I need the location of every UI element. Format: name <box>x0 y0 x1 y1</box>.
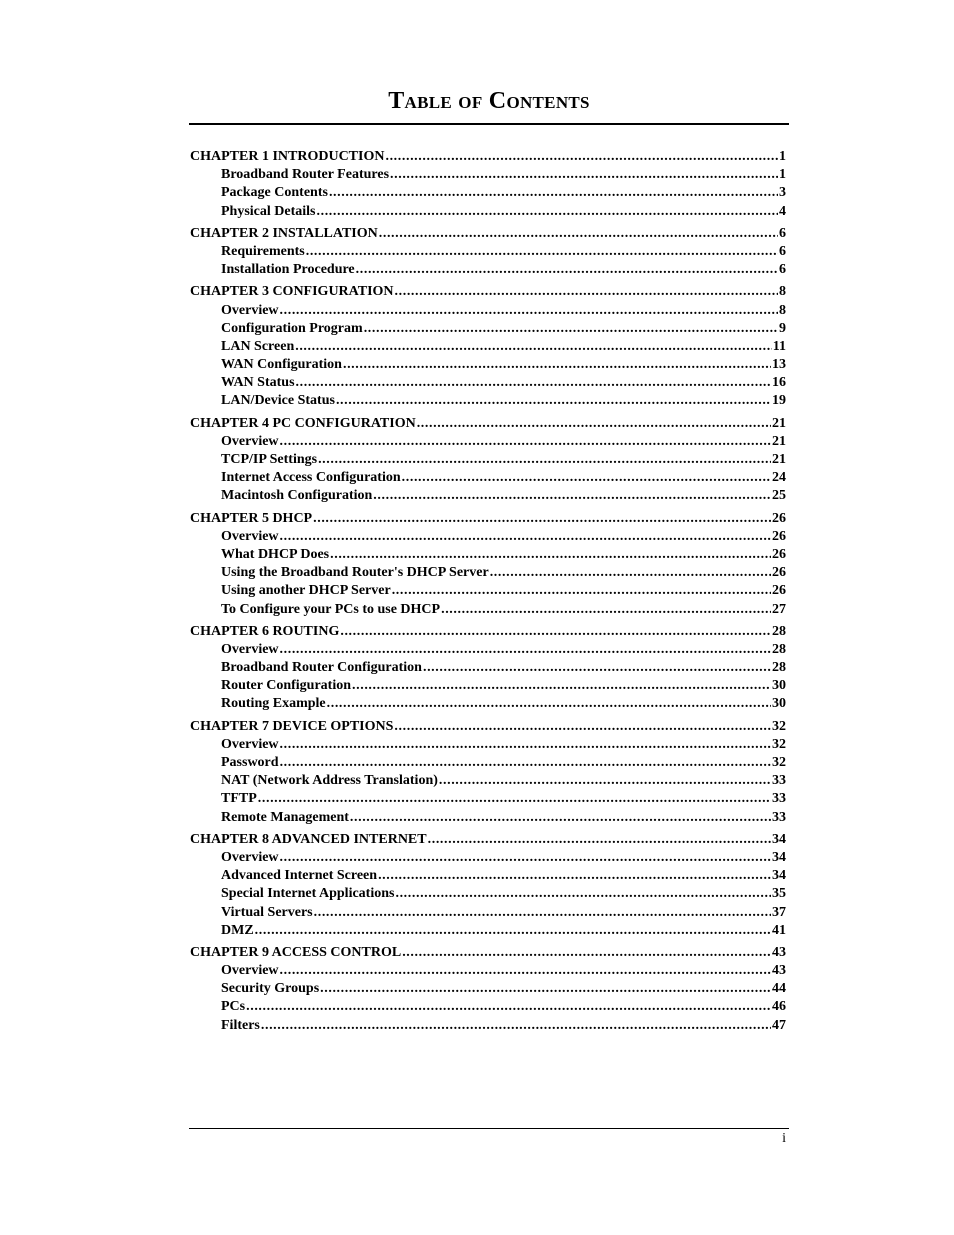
dot-leader <box>280 962 771 980</box>
toc-section-label: WAN Configuration <box>221 357 342 373</box>
toc-page-number: 8 <box>779 284 786 300</box>
dot-leader <box>330 546 771 564</box>
toc-section-entry[interactable] <box>190 736 786 754</box>
toc-section-entry[interactable] <box>190 203 786 221</box>
toc-section-label: Overview <box>221 433 279 449</box>
toc-section-label: TCP/IP Settings <box>221 452 318 467</box>
toc-chapter-block <box>190 415 786 506</box>
toc-section-label: Configuration Program <box>221 320 363 336</box>
toc-section-label: Remote Management <box>221 809 349 825</box>
toc-page-number: 41 <box>772 922 786 938</box>
toc-section-label: Overview <box>221 528 279 544</box>
toc-chapter-block <box>190 944 786 1035</box>
toc-page-number: 46 <box>772 999 786 1015</box>
dot-leader <box>280 849 771 867</box>
dot-leader <box>313 510 771 528</box>
dot-leader <box>340 623 771 641</box>
footer-rule <box>189 1128 789 1129</box>
toc-section-entry[interactable] <box>190 451 786 469</box>
toc-section-label: WAN Status <box>221 375 295 391</box>
toc-chapter-label: CHAPTER 9 ACCESS CONTROL <box>190 944 402 960</box>
dot-leader <box>295 338 772 356</box>
dot-leader <box>378 867 771 885</box>
dot-leader <box>280 528 771 546</box>
dot-leader <box>373 487 771 505</box>
toc-page-number: 26 <box>772 565 786 581</box>
toc-section-label: Router Configuration <box>221 678 352 694</box>
toc-section-label: Using the Broadband Router's DHCP Server <box>221 565 489 581</box>
toc-section-entry[interactable] <box>190 582 786 600</box>
toc-section-label: Routing Example <box>221 696 326 712</box>
toc-section-entry[interactable] <box>190 904 786 922</box>
toc-page-number: 32 <box>772 718 786 734</box>
dot-leader <box>385 148 778 166</box>
dot-leader <box>343 356 771 374</box>
toc-section-label: Internet Access Configuration <box>221 470 401 486</box>
toc-page-number: 34 <box>772 868 786 884</box>
toc-section-label: Filters <box>221 1017 260 1033</box>
toc-chapter-block <box>190 225 786 280</box>
toc-section-entry[interactable] <box>190 374 786 392</box>
toc-section-label: Security Groups <box>221 981 320 997</box>
toc-page-number: 43 <box>772 944 786 960</box>
toc-section-label: Overview <box>221 963 279 979</box>
dot-leader <box>318 451 771 469</box>
toc-chapter-entry[interactable] <box>190 283 786 301</box>
toc-page-number: 33 <box>772 809 786 825</box>
toc-section-entry[interactable] <box>190 809 786 827</box>
toc-page-number: 16 <box>772 375 786 391</box>
dot-leader <box>441 601 771 619</box>
toc-section-entry[interactable] <box>190 261 786 279</box>
toc-page-number: 3 <box>779 185 786 201</box>
toc-section-entry[interactable] <box>190 867 786 885</box>
toc-page-number: 8 <box>779 302 786 318</box>
page-number: i <box>782 1131 786 1146</box>
dot-leader <box>327 695 771 713</box>
toc-chapter-block <box>190 510 786 619</box>
toc-section-label: Installation Procedure <box>221 262 355 278</box>
toc-section-label: TFTP <box>221 791 257 807</box>
toc-page-number: 6 <box>779 262 786 278</box>
toc-section-entry[interactable] <box>190 433 786 451</box>
toc-section-entry[interactable] <box>190 166 786 184</box>
toc-page-number: 25 <box>772 488 786 504</box>
dot-leader <box>364 320 778 338</box>
toc-section-entry[interactable] <box>190 320 786 338</box>
dot-leader <box>320 980 771 998</box>
dot-leader <box>296 374 771 392</box>
toc-chapter-entry[interactable] <box>190 148 786 166</box>
toc-section-entry[interactable] <box>190 754 786 772</box>
toc-page-number: 28 <box>772 623 786 639</box>
dot-leader <box>392 582 771 600</box>
toc-section-entry[interactable] <box>190 885 786 903</box>
toc-page-number: 33 <box>772 773 786 789</box>
toc-section-label: NAT (Network Address Translation) <box>221 773 438 789</box>
toc-section-entry[interactable] <box>190 356 786 374</box>
toc-chapter-label: CHAPTER 5 DHCP <box>190 510 313 526</box>
toc-chapter-entry[interactable] <box>190 623 786 641</box>
toc-section-entry[interactable] <box>190 184 786 202</box>
toc-section-label: To Configure your PCs to use DHCP <box>221 601 441 617</box>
toc-section-entry[interactable] <box>190 998 786 1016</box>
toc-section-entry[interactable] <box>190 659 786 677</box>
toc-page-number: 43 <box>772 963 786 979</box>
toc-page-number: 37 <box>772 904 786 920</box>
dot-leader <box>395 885 771 903</box>
toc-section-label: LAN/Device Status <box>221 393 335 409</box>
toc-page-number: 32 <box>772 755 786 770</box>
toc-page-number: 28 <box>772 641 786 657</box>
toc-chapter-entry[interactable] <box>190 510 786 528</box>
toc-section-label: Physical Details <box>221 203 316 219</box>
toc-section-label: Package Contents <box>221 185 328 201</box>
dot-leader <box>255 922 771 940</box>
toc-chapter-label: CHAPTER 1 INTRODUCTION <box>190 149 385 164</box>
toc-section-entry[interactable] <box>190 962 786 980</box>
toc-chapter-block <box>190 718 786 827</box>
dot-leader <box>336 392 771 410</box>
toc-section-label: What DHCP Does <box>221 546 330 562</box>
toc-chapter-entry[interactable] <box>190 831 786 849</box>
title-rule <box>189 123 789 125</box>
toc-section-label: Overview <box>221 736 279 752</box>
dot-leader <box>439 772 771 790</box>
toc-section-entry[interactable] <box>190 641 786 659</box>
toc-page-number: 26 <box>772 583 786 599</box>
dot-leader <box>417 415 771 433</box>
dot-leader <box>423 659 771 677</box>
toc-page-number: 24 <box>772 470 786 486</box>
dot-leader <box>350 809 771 827</box>
dot-leader <box>402 944 771 962</box>
toc-section-entry[interactable] <box>190 302 786 320</box>
toc-page-number: 1 <box>779 149 786 164</box>
toc-section-label: Overview <box>221 849 279 865</box>
toc-section-label: Special Internet Applications <box>221 886 395 902</box>
dot-leader <box>261 1017 771 1035</box>
dot-leader <box>306 243 778 261</box>
toc-chapter-label: CHAPTER 8 ADVANCED INTERNET <box>190 831 427 847</box>
toc-page-number: 34 <box>772 831 786 847</box>
toc-page-number: 32 <box>772 736 786 752</box>
toc-section-entry[interactable] <box>190 922 786 940</box>
toc-chapter-label: CHAPTER 3 CONFIGURATION <box>190 284 394 300</box>
dot-leader <box>394 718 771 736</box>
toc-page-number: 1 <box>779 167 786 183</box>
toc-section-entry[interactable] <box>190 695 786 713</box>
toc-section-label: Using another DHCP Server <box>221 583 391 599</box>
toc-page-number: 9 <box>779 320 786 336</box>
toc-chapter-entry[interactable] <box>190 718 786 736</box>
toc-page-number: 13 <box>772 357 786 373</box>
toc-page-number: 21 <box>772 415 786 431</box>
toc-section-entry[interactable] <box>190 392 786 410</box>
toc-chapter-label: CHAPTER 7 DEVICE OPTIONS <box>190 718 394 734</box>
toc-section-entry[interactable] <box>190 790 786 808</box>
dot-leader <box>329 184 778 202</box>
toc-section-entry[interactable] <box>190 338 786 356</box>
dot-leader <box>258 790 771 808</box>
dot-leader <box>390 166 778 184</box>
dot-leader <box>314 904 771 922</box>
table-of-contents <box>190 148 786 1039</box>
toc-section-label: Broadband Router Configuration <box>221 660 422 676</box>
toc-page-number: 11 <box>772 338 786 354</box>
toc-section-entry[interactable] <box>190 772 786 790</box>
toc-section-entry[interactable] <box>190 601 786 619</box>
toc-section-entry[interactable] <box>190 487 786 505</box>
toc-page-number: 4 <box>779 203 786 219</box>
toc-section-entry[interactable] <box>190 469 786 487</box>
toc-page-number: 28 <box>772 660 786 676</box>
dot-leader <box>280 433 771 451</box>
toc-section-label: Overview <box>221 302 279 318</box>
dot-leader <box>280 736 771 754</box>
page-title: Table of Contents <box>388 88 590 114</box>
toc-chapter-block <box>190 831 786 940</box>
dot-leader <box>402 469 771 487</box>
toc-chapter-label: CHAPTER 6 ROUTING <box>190 623 340 639</box>
toc-page-number: 19 <box>772 393 786 409</box>
toc-section-entry[interactable] <box>190 1017 786 1035</box>
toc-page-number: 47 <box>772 1017 786 1033</box>
toc-page-number: 34 <box>772 849 786 865</box>
toc-chapter-entry[interactable] <box>190 225 786 243</box>
toc-chapter-label: CHAPTER 2 INSTALLATION <box>190 225 378 241</box>
toc-section-label: Password <box>221 755 279 770</box>
toc-chapter-entry[interactable] <box>190 415 786 433</box>
toc-page-number: 30 <box>772 696 786 712</box>
toc-page-number: 44 <box>772 981 786 997</box>
toc-section-entry[interactable] <box>190 564 786 582</box>
toc-section-label: Virtual Servers <box>221 904 313 920</box>
toc-page-number: 27 <box>772 601 786 617</box>
toc-chapter-block <box>190 283 786 410</box>
dot-leader <box>428 831 771 849</box>
toc-page-number: 21 <box>772 452 786 467</box>
toc-chapter-label: CHAPTER 4 PC CONFIGURATION <box>190 415 416 431</box>
toc-section-label: Overview <box>221 641 279 657</box>
dot-leader <box>379 225 778 243</box>
dot-leader <box>280 641 771 659</box>
toc-section-label: PCs <box>221 999 246 1015</box>
toc-section-label: Broadband Router Features <box>221 167 390 183</box>
toc-page-number: 26 <box>772 546 786 562</box>
toc-page-number: 33 <box>772 791 786 807</box>
toc-section-entry[interactable] <box>190 980 786 998</box>
toc-section-entry[interactable] <box>190 849 786 867</box>
toc-page-number: 6 <box>779 225 786 241</box>
toc-section-label: Requirements <box>221 243 305 259</box>
toc-page-number: 6 <box>779 243 786 259</box>
toc-page-number: 21 <box>772 433 786 449</box>
dot-leader <box>356 261 778 279</box>
toc-page-number: 26 <box>772 528 786 544</box>
toc-section-entry[interactable] <box>190 528 786 546</box>
dot-leader <box>280 302 778 320</box>
toc-section-label: DMZ <box>221 922 254 938</box>
dot-leader <box>395 283 778 301</box>
toc-section-label: Advanced Internet Screen <box>221 868 378 884</box>
page-title-container <box>189 88 789 115</box>
toc-section-entry[interactable] <box>190 677 786 695</box>
toc-chapter-block <box>190 623 786 714</box>
dot-leader <box>317 203 779 221</box>
dot-leader <box>280 754 771 772</box>
toc-section-label: LAN Screen <box>221 338 295 354</box>
dot-leader <box>490 564 771 582</box>
toc-section-entry[interactable] <box>190 546 786 564</box>
toc-page-number: 30 <box>772 678 786 694</box>
dot-leader <box>352 677 771 695</box>
toc-chapter-block <box>190 148 786 221</box>
dot-leader <box>246 998 771 1016</box>
toc-page-number: 26 <box>772 510 786 526</box>
toc-section-label: Macintosh Configuration <box>221 488 373 504</box>
toc-chapter-entry[interactable] <box>190 944 786 962</box>
toc-section-entry[interactable] <box>190 243 786 261</box>
toc-page-number: 35 <box>772 886 786 902</box>
